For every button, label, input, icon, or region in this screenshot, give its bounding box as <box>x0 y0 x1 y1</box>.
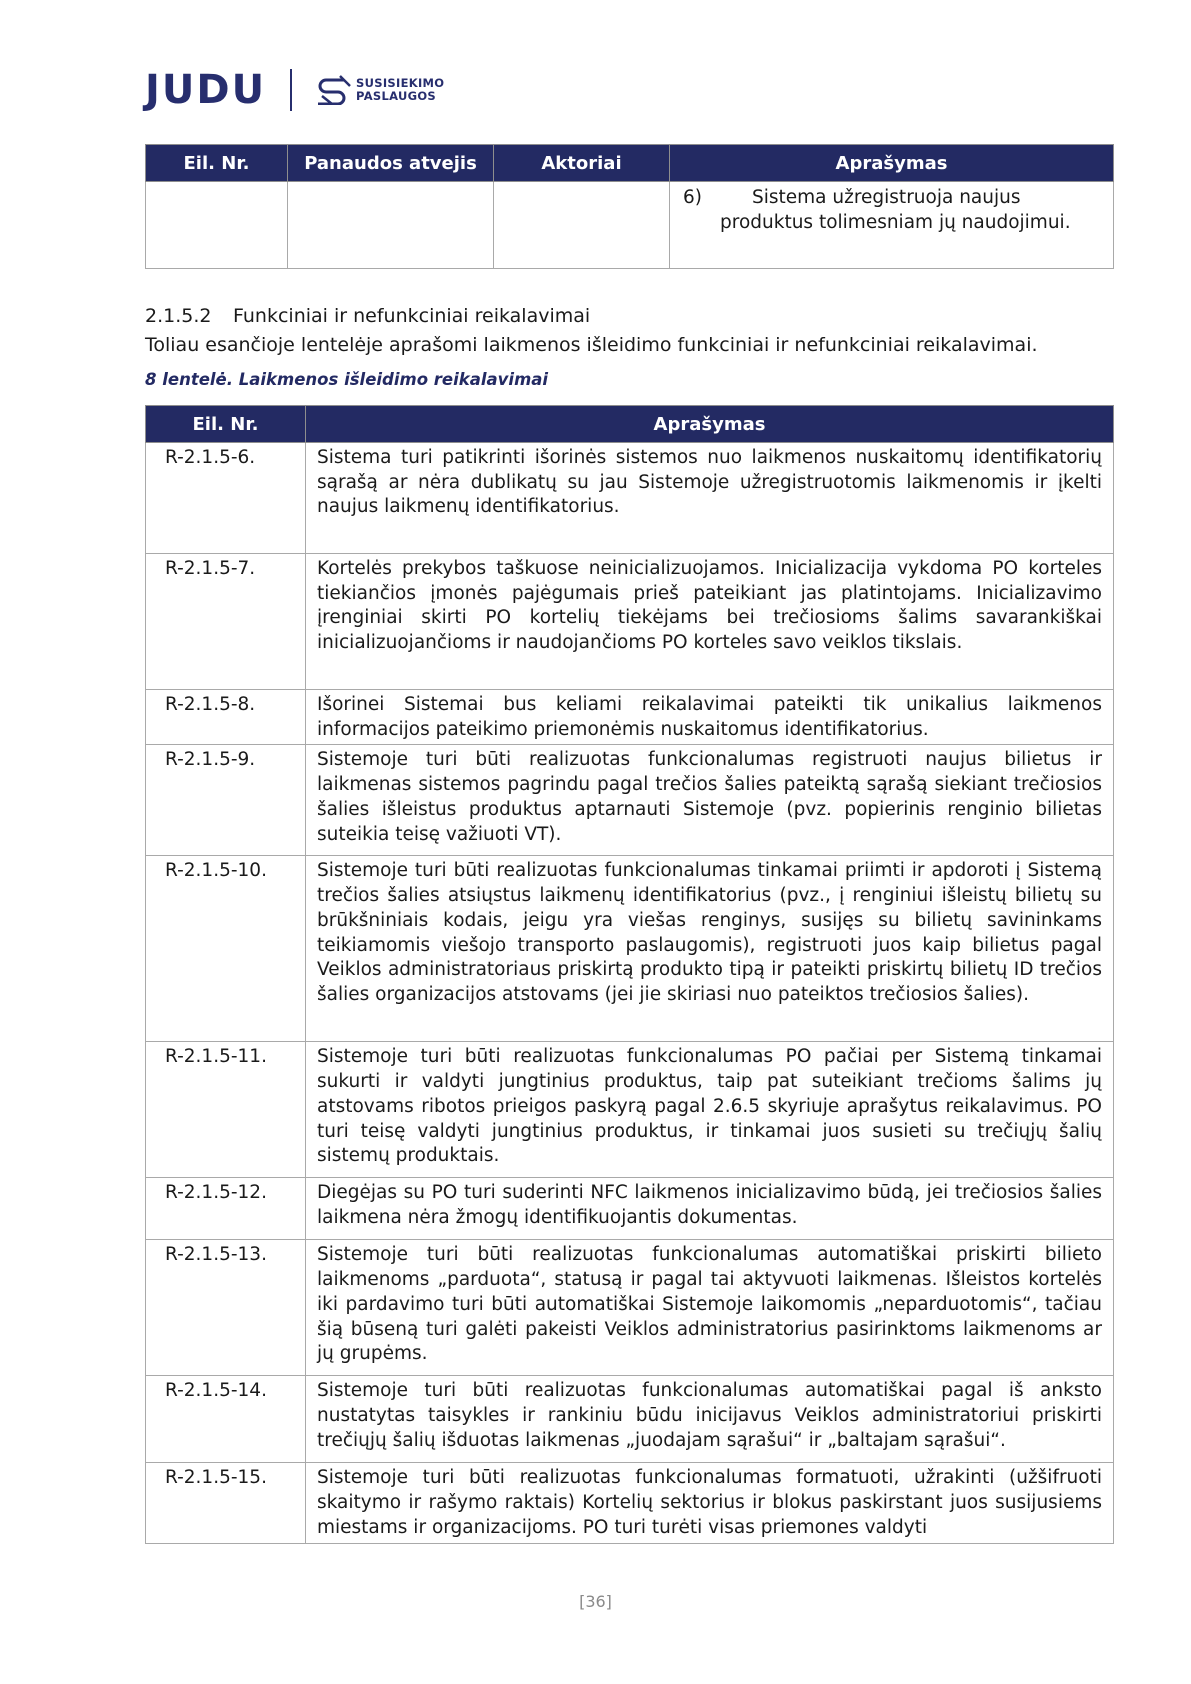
requirements-table <box>145 405 1114 1544</box>
table-header-row <box>146 145 1114 182</box>
requirement-text: Kortelės prekybos taškuose neinicializuojamos. Inicializacija vykdoma PO korteles tiekiančios įmonės pajėgumais prieš pateikiant jas platintojams. Inicializavimo įrenginiai skirti PO kortelių tiekėjams bei trečiosioms šalims savarankiškai inicializuojančioms ir naudojančioms PO korteles savo veiklos tikslais. <box>306 554 1114 690</box>
ss-logo-icon <box>314 75 352 105</box>
table-row <box>146 1042 1114 1178</box>
logo-divider <box>290 69 292 111</box>
requirement-text: Išorinei Sistemai bus keliami reikalavimai pateikti tik unikalius laikmenos informacijos pateikimo priemonėmis nuskaitomus identifikatorius. <box>306 690 1114 745</box>
requirement-id: R-2.1.5-11. <box>146 1042 306 1178</box>
table-caption: 8 lentelė. Laikmenos išleidimo reikalavimai <box>145 370 549 389</box>
requirement-id: R-2.1.5-10. <box>146 856 306 1042</box>
requirement-text: Sistemoje turi būti realizuotas funkcionalumas registruoti naujus bilietus ir laikmenas sistemos pagrindu pagal trečios šalies pateiktą sąrašą siekiant trečiosios šalies išleistus produktus aptarnauti Sistemoje (pvz. popierinis renginio bilietas suteikia teisę važiuoti VT). <box>306 745 1114 856</box>
requirement-id: R-2.1.5-8. <box>146 690 306 745</box>
requirement-id: R-2.1.5-14. <box>146 1376 306 1463</box>
table-row <box>146 1240 1114 1376</box>
col-header-eil-nr: Eil. Nr. <box>146 145 288 182</box>
table-row <box>146 745 1114 856</box>
step-number: 6) <box>683 187 702 208</box>
requirement-text: Sistemoje turi būti realizuotas funkcionalumas automatiškai priskirti bilieto laikmenoms „parduota“, statusą ir pagal tai aktyvuoti laikmenas. Išleistos kortelės iki pardavimo turi būti automatiškai Sistemoje laikomomis „neparduotomis“, tačiau šią būseną turi galėti pakeisti Veiklos administratorius pasirinktoms laikmenoms ar jų grupėms. <box>306 1240 1114 1376</box>
table-row <box>146 443 1114 554</box>
col-header-eil-nr: Eil. Nr. <box>146 406 306 443</box>
cell-eil-nr <box>146 182 288 269</box>
requirement-text: Sistemoje turi būti realizuotas funkcionalumas PO pačiai per Sistemą tinkamai sukurti ir valdyti jungtinius produktus, taip pat suteikiant trečioms šalims jų atstovams ribotos prieigos paskyrą pagal 2.6.5 skyriuje aprašytus reikalavimus. PO turi teisę valdyti jungtinius produktus, ir tinkamai juos susieti su trečiųjų šalių sistemų produktais. <box>306 1042 1114 1178</box>
requirement-id: R-2.1.5-7. <box>146 554 306 690</box>
col-header-aprasymas: Aprašymas <box>670 145 1114 182</box>
requirement-text: Sistemoje turi būti realizuotas funkcionalumas automatiškai pagal iš anksto nustatytas taisykles ir rankiniu būdu inicijavus Veiklos administratoriui priskirti trečiųjų šalių išduotas laikmenas „juodajam sąrašui“ ir „baltajam sąrašui“. <box>306 1376 1114 1463</box>
step-text-rest: produktus tolimesniam jų naudojimui. <box>720 211 1071 233</box>
logo-line-1: SUSISIEKIMO <box>356 76 445 90</box>
cell-aprasymas <box>670 182 1114 269</box>
table-header-row <box>146 406 1114 443</box>
requirement-id: R-2.1.5-15. <box>146 1463 306 1543</box>
table-row <box>146 1463 1114 1543</box>
table-row <box>146 1178 1114 1240</box>
section-intro: Toliau esančioje lentelėje aprašomi laikmenos išleidimo funkciniai ir nefunkciniai reikalavimai. <box>145 334 1038 356</box>
use-case-table <box>145 144 1114 269</box>
section-title: Funkciniai ir nefunkciniai reikalavimai <box>233 305 591 327</box>
requirement-text: Sistemoje turi būti realizuotas funkcionalumas tinkamai priimti ir apdoroti į Sistemą trečios šalies atsiųstus laikmenų identifikatorius (pvz., į renginiui išleistų bilietų su brūkšniniais kodais, jeigu yra viešas renginys, susijęs su bilietų savininkams teikiamomis viešojo transporto paslaugomis), registruoti juos kaip bilietus pagal Veiklos administratoriaus priskirtą produkto tipą ir pateikti priskirtų bilietų ID trečios šalies organizacijos atstovams (jei jie skiriasi nuo pateiktos trečiosios šalies). <box>306 856 1114 1042</box>
section-heading <box>145 305 590 327</box>
requirement-text: Sistemoje turi būti realizuotas funkcionalumas formatuoti, užrakinti (užšifruoti skaitymo ir rašymo raktais) Kortelių sektorius ir blokus paskirstant juos susijusiems miestams ir organizacijoms. PO turi turėti visas priemones valdyti <box>306 1463 1114 1543</box>
requirement-id: R-2.1.5-13. <box>146 1240 306 1376</box>
col-header-aprasymas: Aprašymas <box>306 406 1114 443</box>
cell-panaudos-atvejis <box>288 182 494 269</box>
col-header-panaudos-atvejis: Panaudos atvejis <box>288 145 494 182</box>
requirement-id: R-2.1.5-6. <box>146 443 306 554</box>
table-row <box>146 182 1114 269</box>
col-header-aktoriai: Aktoriai <box>494 145 670 182</box>
logo-line-2: PASLAUGOS <box>356 89 437 103</box>
susisiekimo-paslaugos-logo <box>314 75 444 105</box>
table-row <box>146 690 1114 745</box>
page-header <box>145 66 444 114</box>
page-number: [36] <box>579 1592 612 1611</box>
requirement-id: R-2.1.5-12. <box>146 1178 306 1240</box>
requirement-id: R-2.1.5-9. <box>146 745 306 856</box>
cell-aktoriai <box>494 182 670 269</box>
table-row <box>146 554 1114 690</box>
judu-logo: JUDU <box>145 67 267 113</box>
requirement-text: Diegėjas su PO turi suderinti NFC laikmenos inicializavimo būdą, jei trečiosios šalies laikmena nėra žmogų identifikuojantis dokumentas. <box>306 1178 1114 1240</box>
section-number: 2.1.5.2 <box>145 305 212 327</box>
table-row <box>146 856 1114 1042</box>
requirement-text: Sistema turi patikrinti išorinės sistemos nuo laikmenos nuskaitomų identifikatorių sąrašą ar nėra dublikatų su jau Sistemoje užregistruotomis laikmenomis ir įkelti naujus laikmenų identifikatorius. <box>306 443 1114 554</box>
step-text-line1: Sistema užregistruoja naujus <box>752 187 1021 208</box>
table-row <box>146 1376 1114 1463</box>
